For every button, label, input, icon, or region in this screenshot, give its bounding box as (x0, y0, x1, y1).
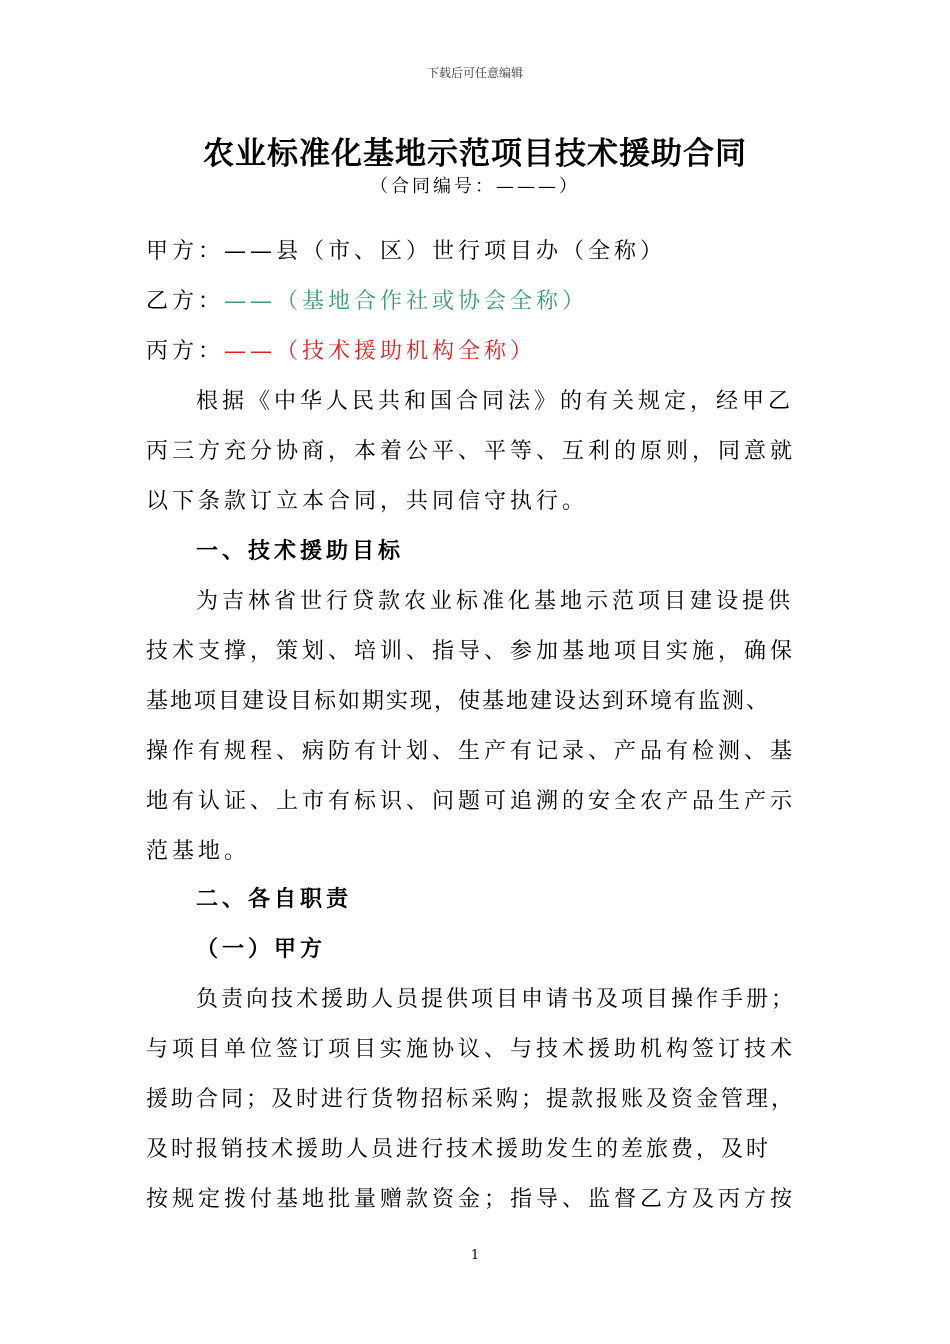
paragraph-line: 及时报销技术援助人员进行技术援助发生的差旅费，及时 (146, 1137, 772, 1162)
party-c-value: ——（技术援助机构全称） (224, 339, 537, 364)
paragraph-line: 操作有规程、病防有计划、生产有记录、产品有检测、基 (146, 739, 797, 764)
paragraph-line: 按规定拨付基地批量赠款资金；指导、监督乙方及丙方按 (146, 1187, 797, 1212)
page-number: 1 (470, 1248, 480, 1263)
paragraph-line: 范基地。 (146, 839, 251, 864)
intro-line: 以下条款订立本合同，共同信守执行。 (146, 489, 589, 514)
paragraph-line: 援助合同；及时进行货物招标采购；提款报账及资金管理， (146, 1087, 797, 1112)
header-note: 下载后可任意编辑 (426, 66, 523, 80)
paragraph-line: 技术支撑，策划、培训、指导、参加基地项目实施，确保 (146, 639, 797, 664)
contract-number: （合同编号：———） (370, 176, 580, 197)
subsection-heading: （一）甲方 (196, 936, 327, 962)
intro-line: 丙三方充分协商，本着公平、平等、互利的原则，同意就 (146, 439, 797, 464)
party-c (146, 334, 536, 365)
intro-line: 根据《中华人民共和国合同法》的有关规定，经甲乙 (196, 389, 795, 414)
paragraph-line: 地有认证、上市有标识、问题可追溯的安全农产品生产示 (146, 789, 797, 814)
party-a: 甲方：——县（市、区）世行项目办（全称） (146, 239, 667, 264)
paragraph-line: 基地项目建设目标如期实现，使基地建设达到环境有监测、 (146, 689, 771, 714)
paragraph-line: 负责向技术援助人员提供项目申请书及项目操作手册； (196, 987, 797, 1012)
section-heading: 二、各自职责 (196, 886, 353, 912)
party-b-label: 乙方： (146, 289, 225, 314)
section-heading: 一、技术援助目标 (196, 538, 405, 564)
document-title: 农业标准化基地示范项目技术援助合同 (203, 136, 747, 172)
party-b-value: ——（基地合作社或协会全称） (224, 289, 589, 314)
party-b (146, 284, 588, 315)
paragraph-line: 为吉林省世行贷款农业标准化基地示范项目建设提供 (196, 589, 795, 614)
party-c-label: 丙方： (146, 339, 225, 364)
paragraph-line: 与项目单位签订项目实施协议、与技术援助机构签订技术 (146, 1037, 797, 1062)
